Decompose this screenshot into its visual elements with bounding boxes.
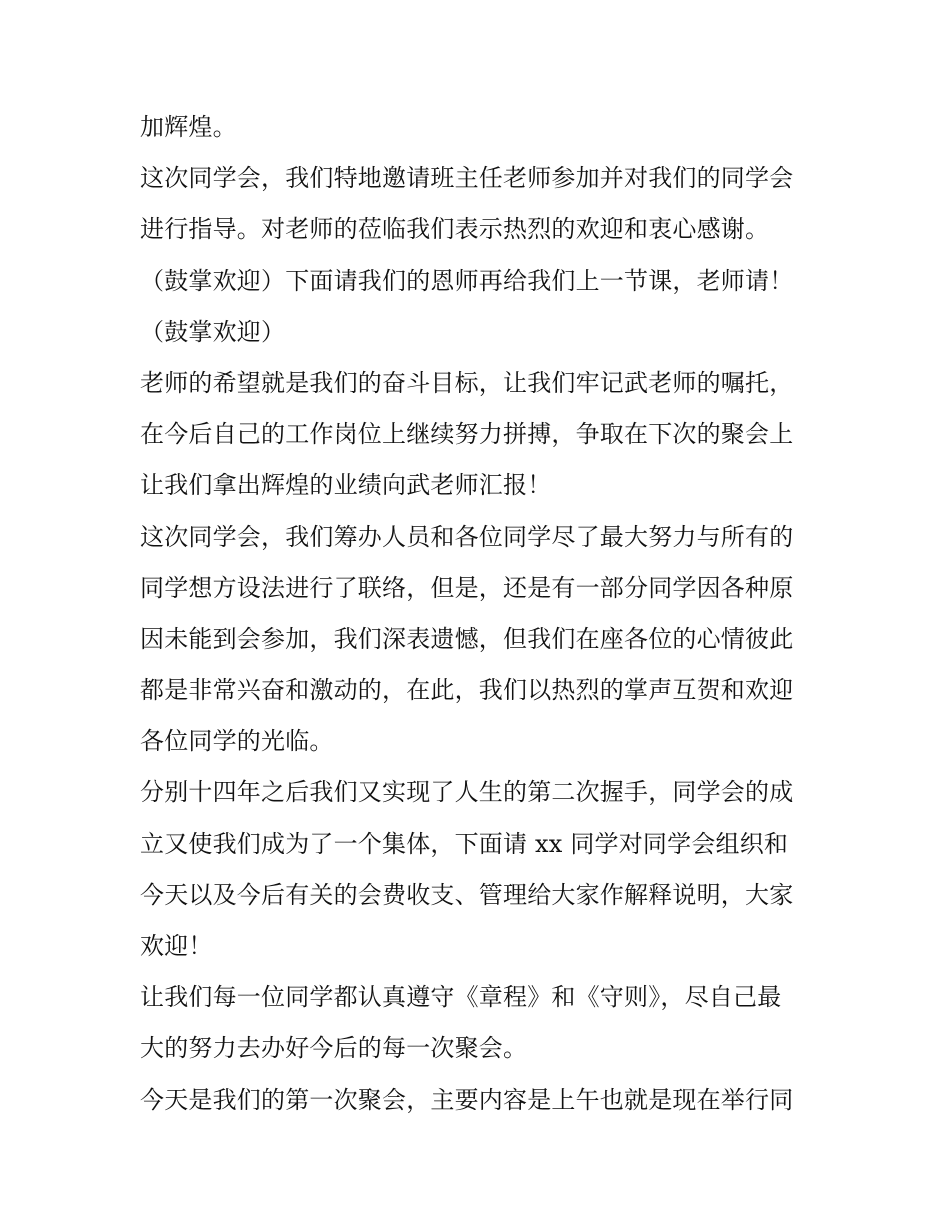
text-line: 这次同学会，我们特地邀请班主任老师参加并对我们的同学会	[140, 164, 794, 193]
text-line: 今天是我们的第一次聚会，主要内容是上午也就是现在举行同	[140, 1085, 794, 1114]
text-line: 同学想方设法进行了联络，但是，还是有一部分同学因各种原	[140, 573, 794, 602]
text-line: 大的努力去办好今后的每一次聚会。	[140, 1034, 528, 1063]
text-line: 老师的希望就是我们的奋斗目标，让我们牢记武老师的嘱托，	[140, 368, 794, 397]
text-line: 分别十四年之后我们又实现了人生的第二次握手，同学会的成	[140, 778, 794, 807]
text-line: 各位同学的光临。	[140, 727, 334, 756]
text-line: 这次同学会，我们筹办人员和各位同学尽了最大努力与所有的	[140, 522, 794, 551]
text-line: 因未能到会参加，我们深表遗憾，但我们在座各位的心情彼此	[140, 624, 794, 653]
text-line: 加辉煌。	[140, 113, 237, 141]
text-line: 在今后自己的工作岗位上继续努力拼搏，争取在下次的聚会上	[140, 420, 794, 449]
text-line: 立又使我们成为了一个集体，下面请 xx 同学对同学会组织和	[140, 829, 789, 858]
document-body	[140, 102, 820, 1126]
text-line: 进行指导。对老师的莅临我们表示热烈的欢迎和衷心感谢。	[140, 215, 770, 244]
text-line: 今天以及今后有关的会费收支、管理给大家作解释说明，大家	[140, 880, 794, 909]
text-line: （鼓掌欢迎）下面请我们的恩师再给我们上一节课，老师请！	[140, 266, 794, 295]
text-line: 欢迎！	[140, 932, 213, 960]
text-line: （鼓掌欢迎）	[140, 317, 286, 346]
text-line: 让我们拿出辉煌的业绩向武老师汇报！	[140, 471, 552, 500]
text-line: 都是非常兴奋和激动的，在此，我们以热烈的掌声互贺和欢迎	[140, 676, 794, 705]
text-line: 让我们每一位同学都认真遵守《章程》和《守则》，尽自己最	[140, 983, 782, 1012]
